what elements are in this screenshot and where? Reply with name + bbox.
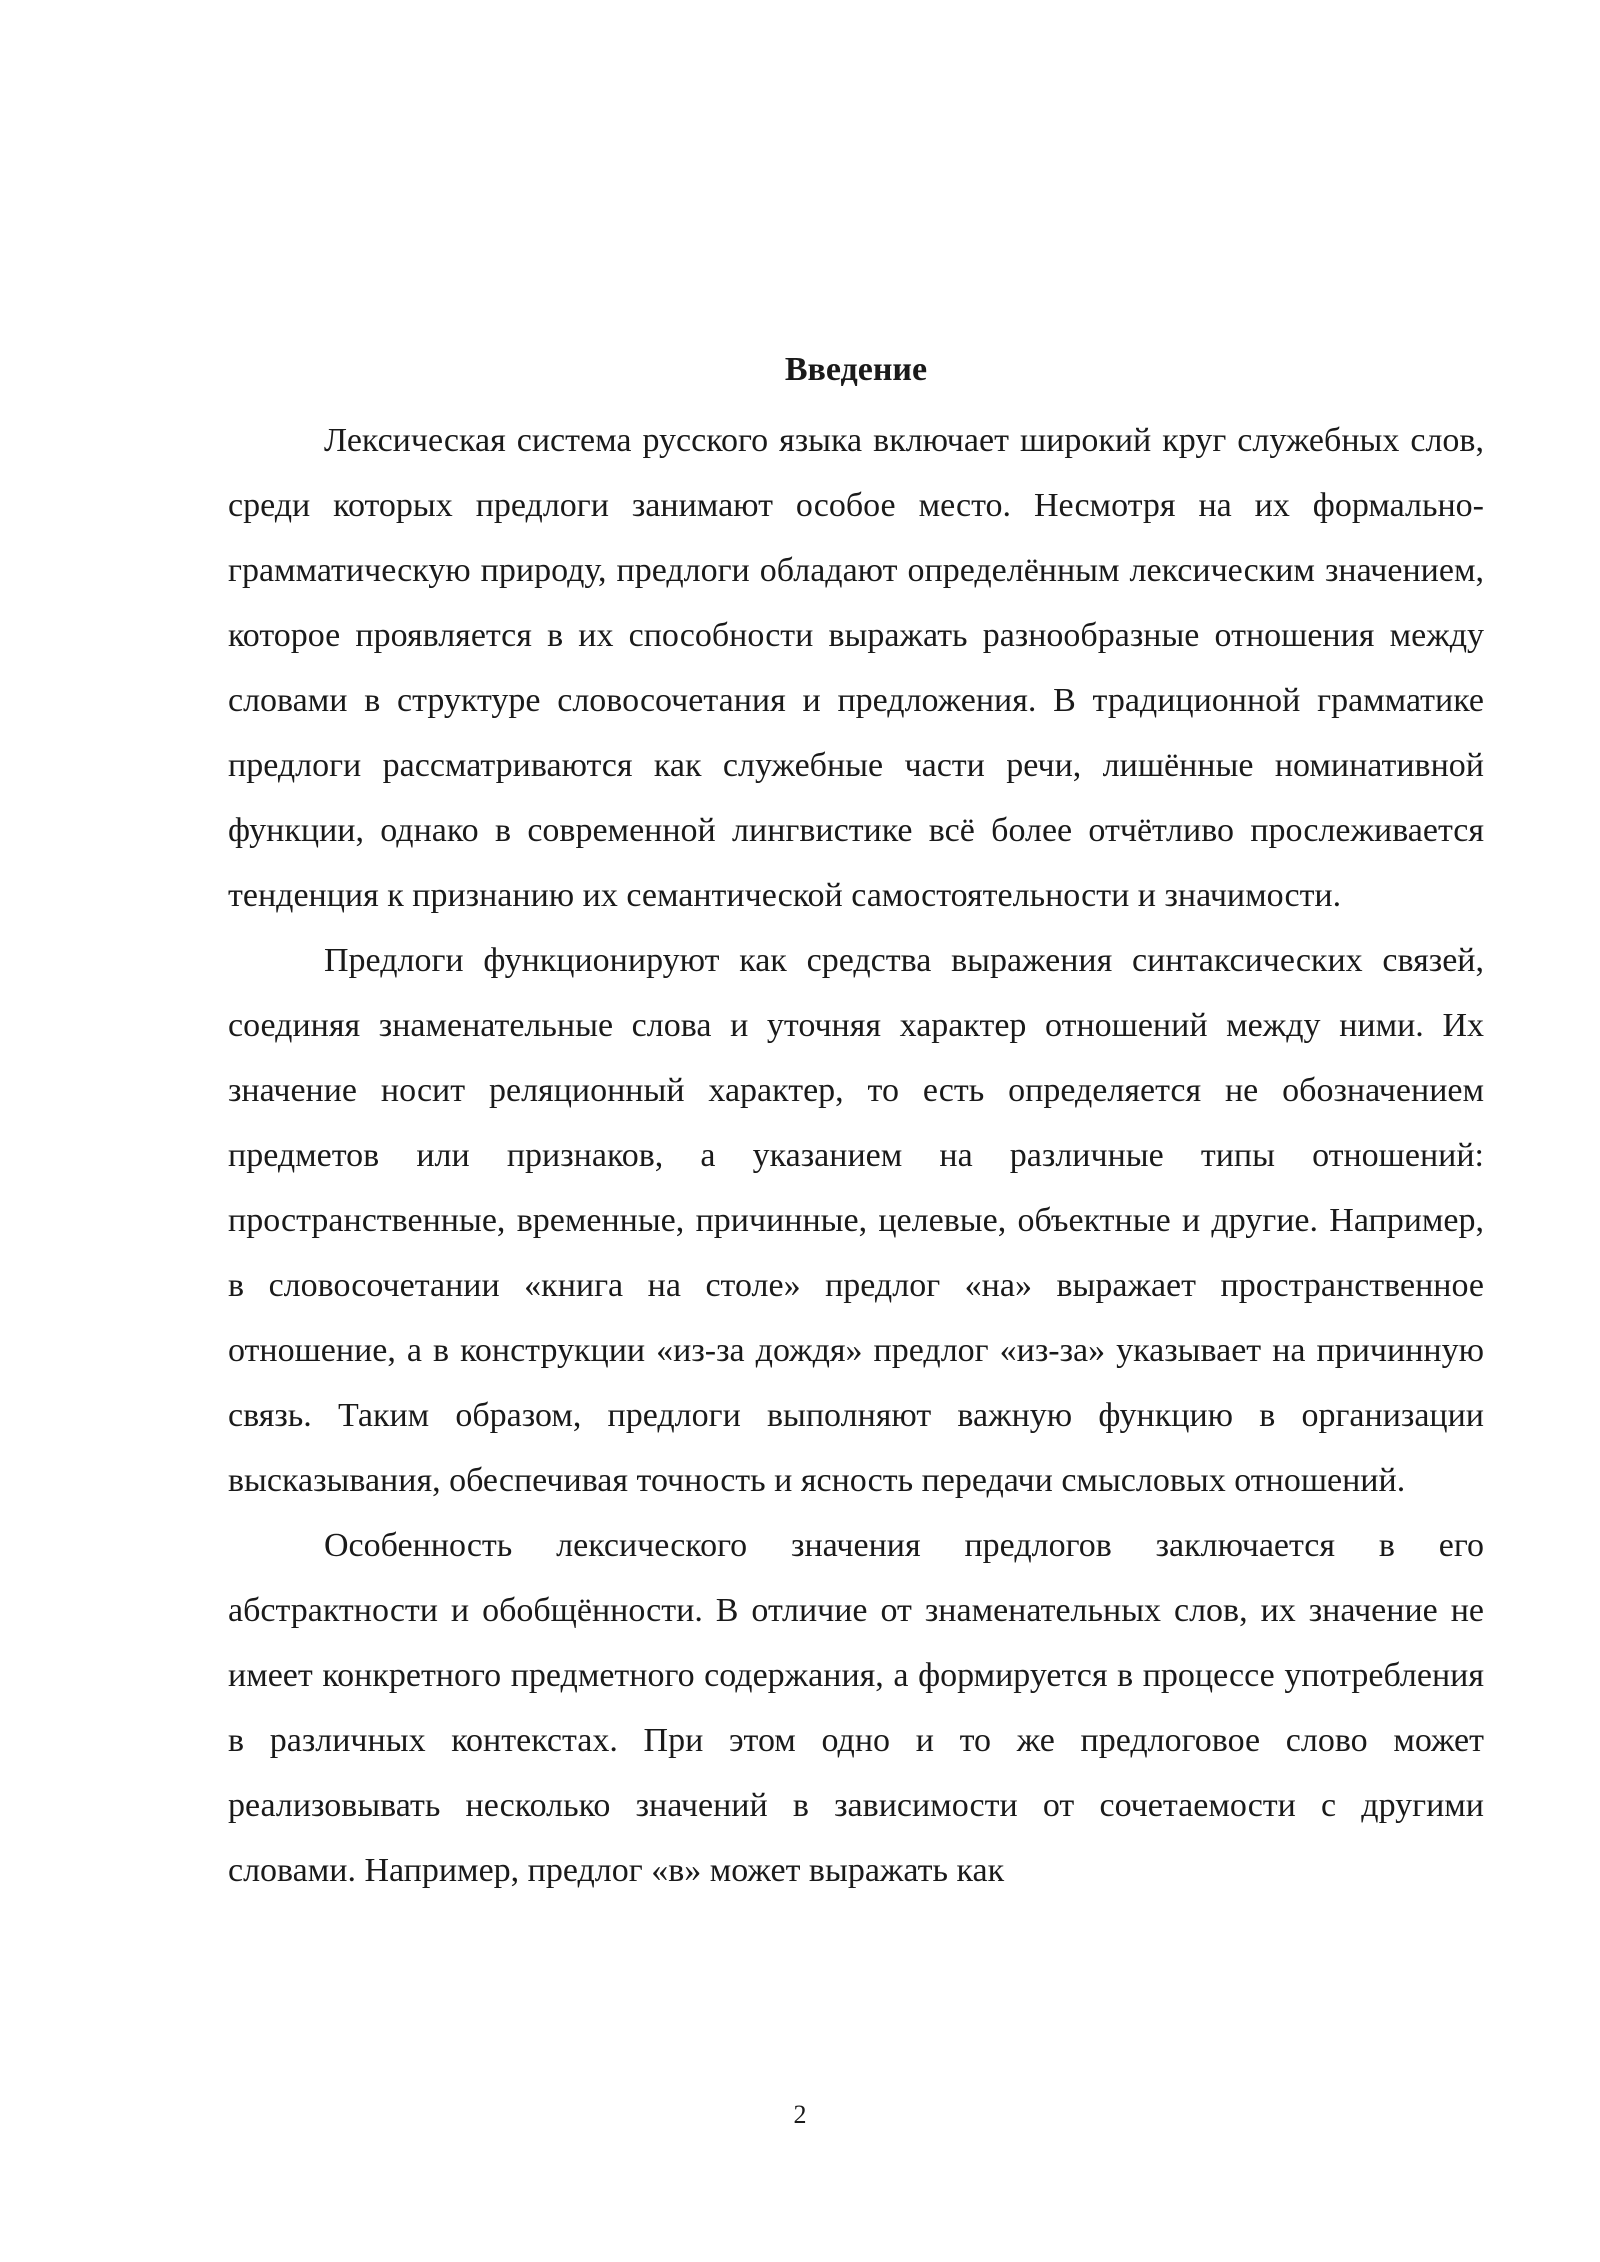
page-number: 2 bbox=[793, 2100, 807, 2129]
paragraph-3: Особенность лексического значения предлогов заключается в его абстрактности и обобщённости. В отличие от знаменательных слов, их значение не имеет конкретного предметного содержания, а формируется в процессе употребления в различных контекстах. При этом одно и то же предлоговое слово может реализовывать несколько значений в зависимости от сочетаемости с другими словами. Например, предлог «в» может выражать как bbox=[228, 1527, 1484, 1889]
body-text bbox=[228, 343, 1484, 1903]
paragraph-1: Лексическая система русского языка включает широкий круг служебных слов, среди которых предлоги занимают особое место. Несмотря на их формально-грамматическую природу, предлоги обладают определённым лексическим значением, которое проявляется в их способности выражать разнообразные отношения между словами в структуре словосочетания и предложения. В традиционной грамматике предлоги рассматриваются как служебные части речи, лишённые номинативной функции, однако в современной лингвистике всё более отчётливо прослеживается тенденция к признанию их семантической самостоятельности и значимости. bbox=[228, 422, 1484, 914]
section-heading: Введение bbox=[784, 351, 928, 388]
paragraph-2: Предлоги функционируют как средства выражения синтаксических связей, соединяя знаменательные слова и уточняя характер отношений между ними. Их значение носит реляционный характер, то есть определяется не обозначением предметов или признаков, а указанием на различные типы отношений: пространственные, временные, причинные, целевые, объектные и другие. Например, в словосочетании «книга на столе» предлог «на» выражает пространственное отношение, а в конструкции «из-за дождя» предлог «из-за» указывает на причинную связь. Таким образом, предлоги выполняют важную функцию в организации высказывания, обеспечивая точность и ясность передачи смысловых отношений. bbox=[228, 942, 1484, 1499]
